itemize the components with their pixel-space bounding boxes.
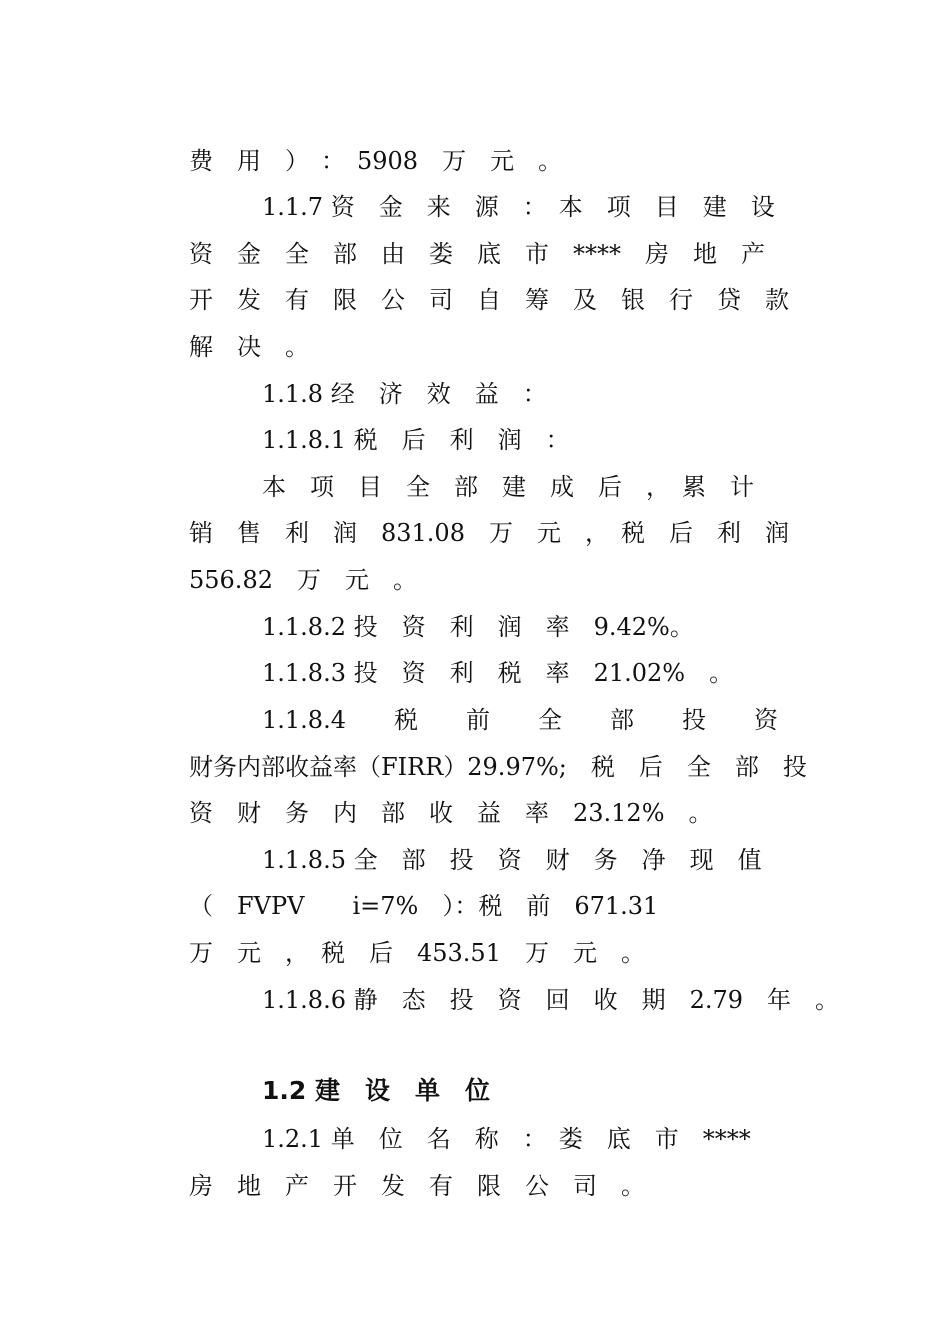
text-line-11: 1.1.8.2 投 资 利 润 率 9.42%。 (262, 613, 694, 641)
text-line-4: 开 发 有 限 公 司 自 筹 及 银 行 贷 款 (189, 286, 789, 314)
text-line-19: 1.1.8.6 静 态 投 资 回 收 期 2.79 年 。 (262, 986, 840, 1014)
text-line-10: 556.82 万 元 。 (189, 566, 417, 594)
text-line-21: 1.2.1 单 位 名 称 ： 娄 底 市 **** (262, 1125, 751, 1153)
text-line-1: 费 用 ） ： 5908 万 元 。 (189, 147, 563, 175)
text-line-17: （ FVPV i=7% ）：税 前 671.31 (189, 892, 659, 920)
text-line-9: 销 售 利 润 831.08 万 元 ， 税 后 利 润 (189, 519, 789, 547)
text-line-22: 房 地 产 开 发 有 限 公 司 。 (189, 1172, 645, 1200)
text-line-6: 1.1.8 经 济 效 益 ： (262, 380, 547, 408)
text-line-14: 财务内部收益率（FIRR）29.97%; 税 后 全 部 投 (189, 753, 807, 781)
text-line-2: 1.1.7 资 金 来 源 ： 本 项 目 建 设 (262, 193, 775, 221)
text-line-5: 解 决 。 (189, 333, 309, 361)
text-line-12: 1.1.8.3 投 资 利 税 率 21.02% 。 (262, 659, 734, 687)
text-line-3: 资 金 全 部 由 娄 底 市 **** 房 地 产 (189, 240, 765, 268)
text-line-18: 万 元 ， 税 后 453.51 万 元 。 (189, 939, 645, 967)
text-line-16: 1.1.8.5 全 部 投 资 财 务 净 现 值 (262, 846, 762, 874)
section-heading: 1.2 建 设 单 位 (262, 1076, 490, 1105)
text-line-15: 资 财 务 内 部 收 益 率 23.12% 。 (189, 799, 713, 827)
text-line-13: 1.1.8.4 税 前 全 部 投 资 (262, 706, 778, 734)
text-line-7: 1.1.8.1 税 后 利 润 ： (262, 426, 570, 454)
text-line-8: 本 项 目 全 部 建 成 后 ， 累 计 (262, 473, 754, 501)
